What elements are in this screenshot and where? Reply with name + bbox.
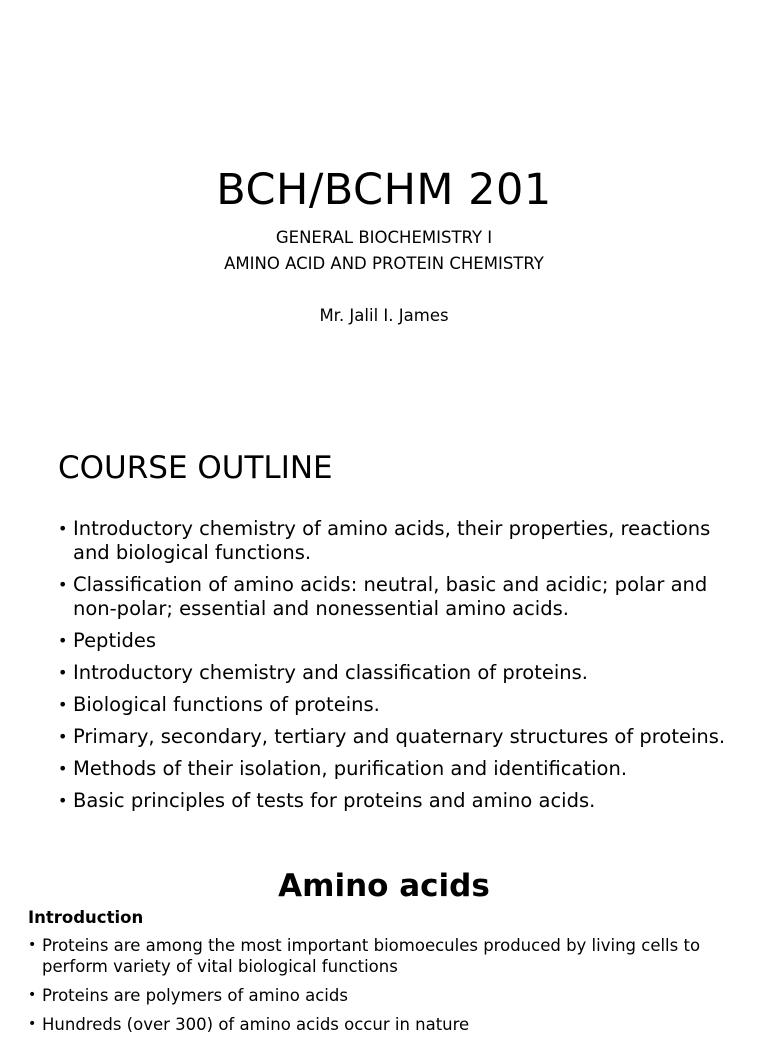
outline-item-text: Peptides: [73, 629, 157, 652]
intro-item-text: Proteins are among the most important biomoecules produced by living cells to perform variety of vital biological functions: [42, 936, 701, 976]
bullet-icon: •: [28, 937, 37, 953]
outline-item: [58, 757, 738, 781]
outline-item: [58, 789, 738, 813]
outline-item: [58, 725, 738, 749]
lecturer-name: Mr. Jalil I. James: [319, 306, 449, 325]
bullet-icon: •: [28, 1016, 37, 1032]
intro-item: [28, 985, 758, 1006]
intro-item: [28, 1014, 758, 1035]
outline-item-text: Classification of amino acids: neutral, basic and acidic; polar and non-polar; essential and nonessential amino acids.: [73, 573, 708, 620]
bullet-icon: •: [28, 987, 37, 1003]
amino-acids-title: Amino acids: [278, 868, 490, 904]
course-code-title: BCH/BCHM 201: [216, 165, 552, 215]
introduction-heading: Introduction: [28, 908, 144, 927]
bullet-icon: •: [58, 631, 68, 650]
outline-item-text: Basic principles of tests for proteins and amino acids.: [73, 789, 596, 812]
outline-item: [58, 693, 738, 717]
bullet-icon: •: [58, 695, 68, 714]
outline-item: [58, 573, 738, 621]
bullet-icon: •: [58, 727, 68, 746]
course-subtitle-line2: AMINO ACID AND PROTEIN CHEMISTRY: [224, 254, 544, 273]
outline-item: [58, 661, 738, 685]
bullet-icon: •: [58, 575, 68, 594]
course-outline-heading: COURSE OUTLINE: [58, 450, 333, 486]
bullet-icon: •: [58, 519, 68, 538]
intro-item-text: Proteins are polymers of amino acids: [42, 986, 348, 1005]
outline-item-text: Biological functions of proteins.: [73, 693, 380, 716]
intro-item-text: Hundreds (over 300) of amino acids occur in nature: [42, 1015, 470, 1034]
bullet-icon: •: [58, 791, 68, 810]
outline-item-text: Introductory chemistry and classification of proteins.: [73, 661, 588, 684]
outline-item-text: Primary, secondary, tertiary and quaternary structures of proteins.: [73, 725, 726, 748]
course-outline-list: [58, 517, 738, 821]
introduction-list: [28, 935, 758, 1043]
outline-item: [58, 517, 738, 565]
bullet-icon: •: [58, 759, 68, 778]
intro-item: [28, 935, 758, 977]
course-subtitle-line1: GENERAL BIOCHEMISTRY I: [275, 228, 493, 247]
outline-item: [58, 629, 738, 653]
bullet-icon: •: [58, 663, 68, 682]
outline-item-text: Methods of their isolation, purification and identification.: [73, 757, 628, 780]
outline-item-text: Introductory chemistry of amino acids, their properties, reactions and biological functions.: [73, 517, 711, 564]
